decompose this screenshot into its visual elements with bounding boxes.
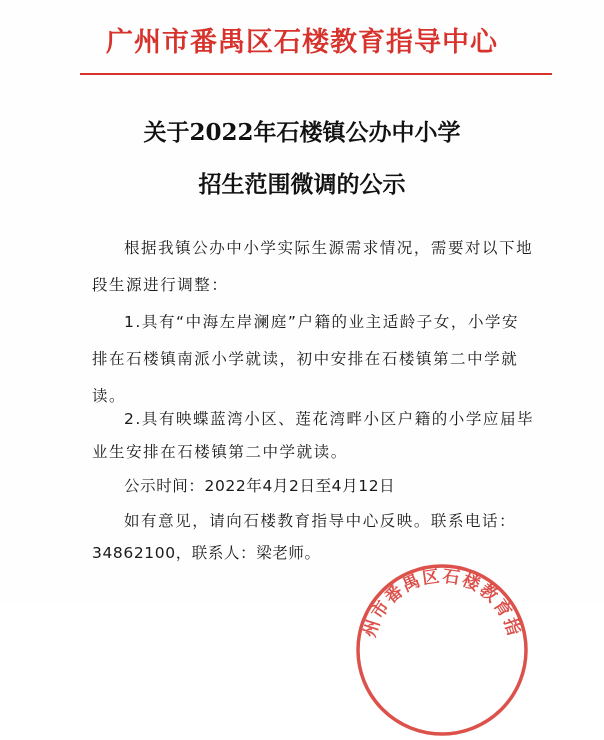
feedback-line-1: 如有意见，请向石楼教育指导中心反映。联系电话：	[124, 512, 517, 530]
body-item-2-line-2: 业生安排在石楼镇第二中学就读。	[92, 443, 348, 461]
body-item-1-line-1: 1.具有“中海左岸澜庭”户籍的业主适龄子女，小学安	[124, 313, 520, 331]
seal-arc-text: 州市番禺区石楼教育指	[360, 566, 524, 640]
notice-title-line-2: 招生范围微调的公示	[198, 171, 406, 198]
notice-title-line-1: 关于2022年石楼镇公办中小学	[143, 119, 461, 146]
body-item-1-line-3: 读。	[92, 387, 127, 405]
body-item-2-line-1: 2.具有映蝶蓝湾小区、莲花湾畔小区户籍的小学应届毕	[124, 410, 535, 428]
letterhead-rule	[80, 73, 552, 75]
body-paragraph-intro-line-1: 根据我镇公办中小学实际生源需求情况，需要对以下地	[124, 239, 534, 257]
publicity-period: 公示时间：2022年4月2日至4月12日	[124, 477, 396, 495]
official-seal-stamp	[352, 560, 532, 740]
body-item-1-line-2: 排在石楼镇南派小学就读，初中安排在石楼镇第二中学就	[92, 350, 519, 368]
letterhead-title: 广州市番禺区石楼教育指导中心	[106, 27, 498, 58]
body-paragraph-intro-line-2: 段生源进行调整：	[92, 276, 229, 294]
feedback-contact: 34862100，联系人：梁老师。	[92, 544, 321, 562]
